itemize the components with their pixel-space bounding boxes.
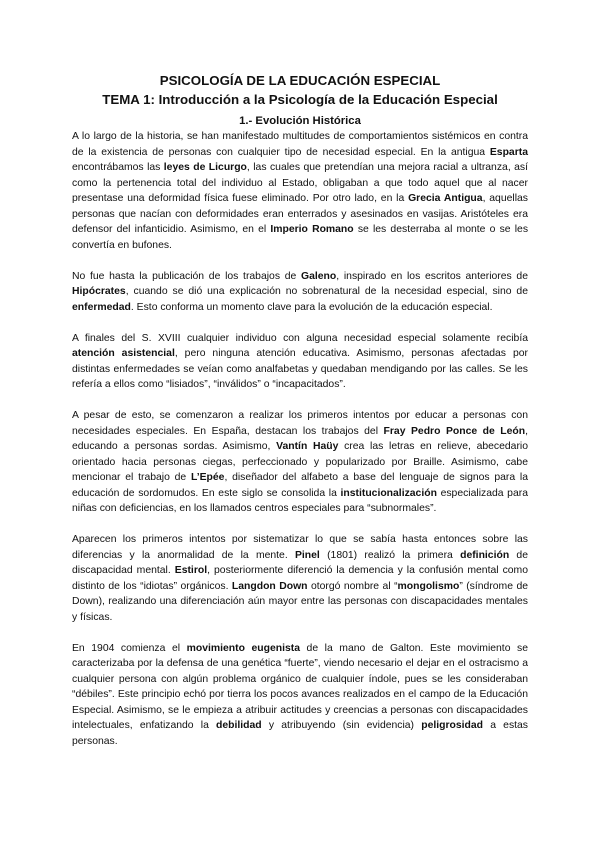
text-run: , cuando se dió una explicación no sobrenatural de la necesidad especial, sino de	[125, 286, 528, 297]
text-run: , inspirado en los escritos anteriores de	[336, 270, 528, 282]
text-run: , aquellas personas que nacían con deformidades eran enterrados y asesinados en vasijas. Aristóteles era defensor del infanticidio. Asimismo, en el	[72, 193, 528, 235]
text-run: de discapacidad mental.	[72, 549, 528, 576]
text-run: (1801) realizó la primera	[319, 549, 461, 561]
document-title: PSICOLOGÍA DE LA EDUCACIÓN ESPECIAL	[159, 73, 441, 88]
bold-term: movimiento eugenista	[186, 642, 300, 654]
text-run: , las cuales que pretendían una mejora racial a ultranza, así como la pertenencia total del individuo al Estado, obligaban a que todo aquel que al nacer presentase una deformidad física fuese eliminado. Por otro lado, en la	[72, 162, 529, 204]
bold-term: mongolismo	[397, 580, 460, 592]
document-subtitle: TEMA 1: Introducción a la Psicología de la Educación Especial	[102, 92, 498, 107]
bold-term: Fray Pedro Ponce de León	[383, 425, 526, 437]
text-run: especializada para niñas con deficiencias, en los llamados centros especiales para “subnormales”.	[72, 487, 528, 514]
bold-term: debilidad	[216, 720, 262, 731]
bold-term: institucionalización	[340, 487, 437, 499]
text-run: No fue hasta la publicación de los trabajos de	[72, 270, 302, 282]
paragraph	[72, 641, 528, 750]
bold-term: Grecia Antigua	[408, 193, 483, 204]
bold-term: Vantín Haüy	[276, 441, 339, 452]
text-run: crea las letras en relieve, abecedario orientado hacia personas ciegas, perfeccionado y popularizado por Braille. Asimismo, cabe mencionar el trabajo de	[72, 441, 528, 483]
bold-term: Pinel	[294, 549, 320, 561]
text-run: , educando a personas sordas. Asimismo,	[72, 425, 528, 452]
text-run: , diseñador del alfabeto a base del lenguaje de signos para la educación de sordomudos. En este siglo se consolida la	[72, 472, 528, 499]
text-run: de la mano de Galton. Este movimiento se caracterizaba por la defensa de una genética “fuerte”, viendo necesario el dejar en el ostracismo a cualquier persona con algún problema orgánico de cualquier índole, pues se les consideraban “débiles”. Este principio echó por tierra los pocos avances realizados en el campo de la Educación Especial. Asimismo, se le empieza a atribuir actitudes y creencias a personas con discapacidades intelectuales, enfatizando la	[72, 642, 529, 731]
bold-term: Esparta	[489, 146, 528, 158]
text-run: otorgó nombre al “	[307, 580, 398, 592]
paragraph	[72, 129, 528, 253]
text-run: y atribuyendo (sin evidencia)	[261, 720, 422, 731]
text-run: , posteriormente diferenció la demencia y la confusión mental como distinto de los “idiotas” orgánicos.	[72, 565, 528, 592]
bold-term: Estirol	[174, 565, 208, 576]
paragraph	[72, 269, 528, 316]
text-run: , pero ninguna atención educativa. Asimismo, personas afectadas por distintas enfermedades se veían como analfabetas y quedaban mendigando por las calles. Se les refería a ellos como “lisiados”, “inválidos” o “incapacitados”.	[72, 348, 528, 390]
bold-term: L’Epée	[190, 472, 225, 483]
bold-term: Langdon Down	[231, 580, 308, 592]
paragraph	[72, 532, 528, 625]
bold-term: leyes de Licurgo	[163, 162, 247, 173]
bold-term: Imperio Romano	[270, 224, 354, 235]
text-run: Aparecen los primeros intentos por sistematizar lo que se sabía hasta entonces sobre las diferencias y la anormalidad de la mente.	[72, 534, 528, 561]
text-run: se les desterraba al monte o se les convertía en bufones.	[72, 224, 529, 251]
text-run: A pesar de esto, se comenzaron a realizar los primeros intentos por educar a personas con necesidades especiales. En España, destacan los trabajos del	[72, 410, 528, 437]
bold-term: definición	[460, 549, 510, 561]
text-run: . Esto conforma un momento clave para la evolución de la educación especial.	[130, 301, 493, 313]
body-text	[72, 129, 528, 749]
paragraph	[72, 331, 528, 393]
text-run: a estas personas.	[72, 720, 528, 747]
bold-term: Galeno	[301, 270, 337, 282]
text-run: En 1904 comienza el	[72, 642, 187, 654]
text-run: A lo largo de la historia, se han manifestado multitudes de comportamientos sistémicos en contra de la existencia de personas con cualquier tipo de necesidad especial. En la antigua	[72, 131, 528, 158]
bold-term: atención asistencial	[72, 348, 175, 359]
bold-term: peligrosidad	[421, 720, 483, 731]
section-heading: 1.- Evolución Histórica	[239, 115, 361, 127]
bold-term: enfermedad	[72, 301, 131, 313]
text-run: A finales del S. XVIII cualquier individuo con alguna necesidad especial solamente recibía	[72, 332, 528, 344]
bold-term: Hipócrates	[72, 286, 126, 297]
paragraph	[72, 408, 528, 517]
text-run: encontrábamos las	[72, 162, 164, 173]
text-run: ” (síndrome de Down), realizando una diferenciación aún mayor entre las personas con discapacidades mentales y físicas.	[72, 580, 528, 623]
